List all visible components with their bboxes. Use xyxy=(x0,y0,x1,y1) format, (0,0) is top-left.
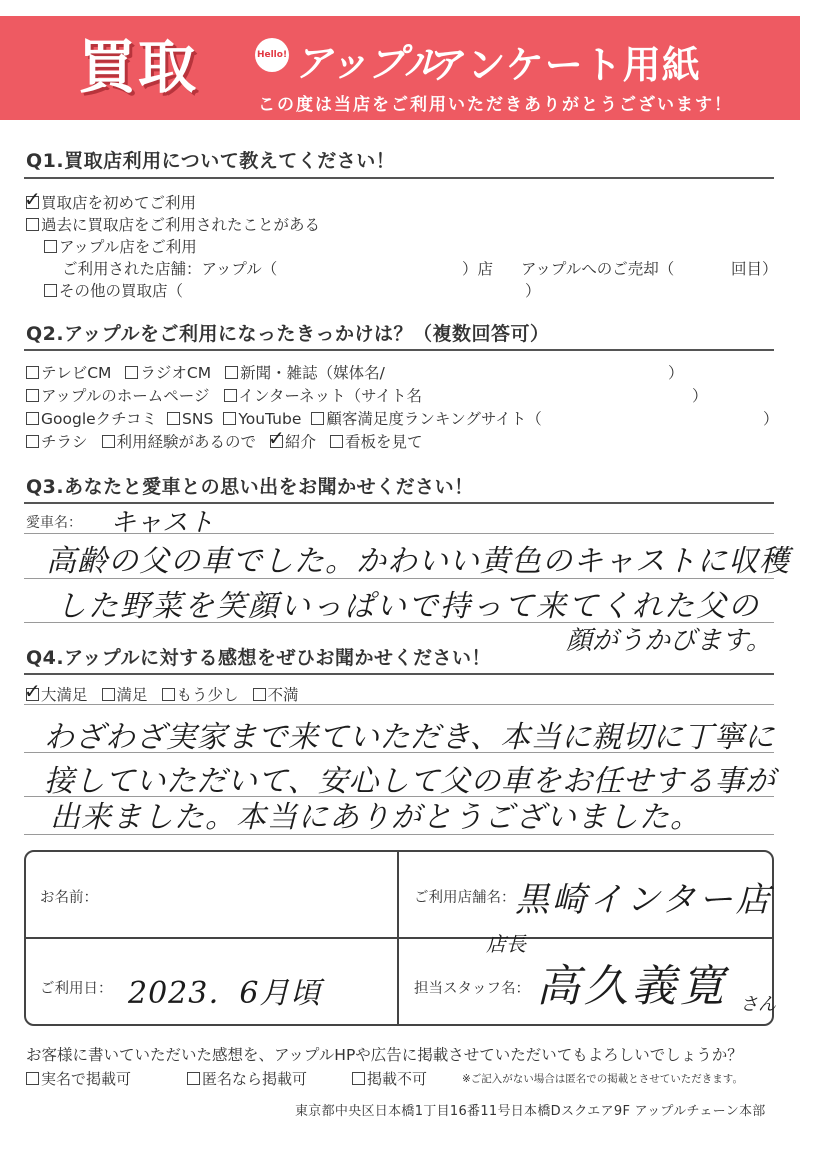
q3-heading: Q3.あなたと愛車との思い出をお聞かせください！ xyxy=(26,476,474,498)
used-before-checkbox[interactable] xyxy=(26,218,39,231)
header-banner xyxy=(0,16,800,120)
q1-rule xyxy=(24,177,774,179)
q2-rule xyxy=(24,349,774,351)
apple-store-checkbox[interactable] xyxy=(44,240,57,253)
car-name-value: キャスト xyxy=(110,508,215,538)
staff-title: 店長 xyxy=(486,932,526,956)
sns-checkbox[interactable] xyxy=(167,412,180,425)
memory-line-3: 顔がうかびます。 xyxy=(566,626,772,656)
staff-suffix: さん xyxy=(740,994,776,1015)
sales-count-label: アップルへのご売却（ xyxy=(521,260,675,278)
sns-label: SNS xyxy=(182,410,214,428)
car-name-label: 愛車名： xyxy=(26,515,82,531)
page-subtitle: この度は当店をご利用いただきありがとうございます！ xyxy=(258,95,733,115)
kaitori-title: 買取 xyxy=(78,33,199,101)
other-store-close: ） xyxy=(525,282,541,300)
consent-option-anonymous[interactable] xyxy=(187,1068,307,1089)
referral-label: 紹介 xyxy=(285,433,317,451)
q2-row-1-close: ） xyxy=(668,364,684,382)
very-satisfied-label: 大満足 xyxy=(41,686,88,704)
q1-option-first-time[interactable] xyxy=(26,191,196,213)
anonymous-label: 匿名なら掲載可 xyxy=(202,1070,308,1088)
comment-line-3: 出来ました。本当にありがとうございました。 xyxy=(50,800,701,835)
referral-checkbox[interactable] xyxy=(270,435,283,448)
page-title: アンケート用紙 xyxy=(430,43,701,87)
store-name-value: 黒崎インター店 xyxy=(515,880,773,920)
staff-name-label: 担当スタッフ名： xyxy=(414,981,530,997)
staff-name-value: 高久義寛 xyxy=(536,961,728,1012)
sales-count-suffix: 回目） xyxy=(731,260,778,278)
q1-option-other-store[interactable] xyxy=(44,279,183,301)
brand-logo: アップル xyxy=(294,40,442,85)
q1-heading: Q1.買取店利用について教えてください！ xyxy=(26,150,396,172)
somewhat-checkbox[interactable] xyxy=(162,688,175,701)
apple-logo-icon: Hello! xyxy=(255,38,289,72)
signboard-label: 看板を見て xyxy=(345,433,423,451)
anonymous-checkbox[interactable] xyxy=(187,1072,200,1085)
memory-line-1: 高齢の父の車でした。かわいい黄色のキャストに収穫 xyxy=(46,544,790,579)
signboard-checkbox[interactable] xyxy=(330,435,343,448)
name-label: お名前： xyxy=(40,890,98,906)
q2-row-2-close: ） xyxy=(692,387,708,405)
consent-option-none[interactable] xyxy=(352,1068,427,1089)
youtube-label: YouTube xyxy=(238,410,302,428)
newspaper-label: 新聞・雑誌（媒体名/ xyxy=(240,364,385,382)
q2-row-3-close: ） xyxy=(763,410,779,428)
flyer-label: チラシ xyxy=(41,433,88,451)
satisfied-checkbox[interactable] xyxy=(102,688,115,701)
name-field[interactable] xyxy=(120,878,360,908)
q2-row-3 xyxy=(26,407,556,429)
radio-cm-checkbox[interactable] xyxy=(125,366,138,379)
very-satisfied-checkbox[interactable] xyxy=(26,688,39,701)
internet-checkbox[interactable] xyxy=(224,389,237,402)
satisfied-label: 満足 xyxy=(116,686,148,704)
other-store-label: その他の買取店（ xyxy=(59,282,184,300)
q3-line-2 xyxy=(24,578,774,579)
memory-line-2: した野菜を笑顔いっぱいで持って来てくれた父の xyxy=(56,589,760,624)
comment-line-2: 接していただいて、安心して父の車をお任せする事が xyxy=(44,764,776,799)
google-reviews-label: Googleクチコミ xyxy=(41,410,158,428)
homepage-checkbox[interactable] xyxy=(26,389,39,402)
other-store-checkbox[interactable] xyxy=(44,284,57,297)
consent-option-real-name[interactable] xyxy=(26,1068,131,1089)
real-name-label: 実名で掲載可 xyxy=(41,1070,132,1088)
apple-store-label: アップル店をご利用 xyxy=(59,238,197,256)
q2-row-2 xyxy=(26,384,436,406)
youtube-checkbox[interactable] xyxy=(223,412,236,425)
store-name-label: ご利用店舗名： xyxy=(414,890,516,906)
no-publish-label: 掲載不可 xyxy=(367,1070,428,1088)
dissatisfied-checkbox[interactable] xyxy=(253,688,266,701)
tv-cm-checkbox[interactable] xyxy=(26,366,39,379)
ranking-site-checkbox[interactable] xyxy=(311,412,324,425)
store-suffix: ）店 xyxy=(462,260,494,278)
q2-row-1 xyxy=(26,361,399,383)
store-used-line: ご利用された店舗：アップル（ xyxy=(62,260,278,278)
q2-row-4 xyxy=(26,430,437,452)
comment-line-1: わざわざ実家まで来ていただき、本当に親切に丁寧に xyxy=(44,720,775,755)
newspaper-checkbox[interactable] xyxy=(225,366,238,379)
q2-heading: Q2.アップルをご利用になったきっかけは？（複数回答可） xyxy=(26,323,550,345)
radio-cm-label: ラジオCM xyxy=(140,364,212,382)
first-time-label: 買取店を初めてご利用 xyxy=(41,194,197,212)
tv-cm-label: テレビCM xyxy=(41,364,112,382)
q4-rule xyxy=(24,673,774,675)
flyer-checkbox[interactable] xyxy=(26,435,39,448)
company-address: 東京都中央区日本橋1丁目16番11号日本橋Dスクエア9F アップルチェーン本部 xyxy=(295,1104,766,1119)
consent-question: お客様に書いていただいた感想を、アップルHPや広告に掲載させていただいてもよろしいでしょうか？ xyxy=(26,1046,743,1064)
date-label: ご利用日： xyxy=(40,981,113,997)
q4-line-1 xyxy=(24,704,774,705)
consent-note: ※ご記入がない場合は匿名での掲載とさせていただきます。 xyxy=(462,1073,743,1085)
prior-use-label: 利用経験があるので xyxy=(116,433,257,451)
q4-ratings xyxy=(26,683,313,705)
homepage-label: アップルのホームページ xyxy=(41,387,210,405)
first-time-checkbox[interactable] xyxy=(26,196,39,209)
date-value: 2023．6月頃 xyxy=(128,976,322,1011)
q4-line-4 xyxy=(24,834,774,835)
dissatisfied-label: 不満 xyxy=(267,686,299,704)
google-reviews-checkbox[interactable] xyxy=(26,412,39,425)
prior-use-checkbox[interactable] xyxy=(102,435,115,448)
q3-line-1 xyxy=(24,533,774,534)
q1-option-used-before[interactable] xyxy=(26,213,320,235)
real-name-checkbox[interactable] xyxy=(26,1072,39,1085)
somewhat-label: もう少し xyxy=(176,686,239,704)
info-box-horizontal-divider xyxy=(24,937,774,939)
used-before-label: 過去に買取店をご利用されたことがある xyxy=(41,216,321,234)
q4-heading: Q4.アップルに対する感想をぜひお聞かせください！ xyxy=(26,647,492,669)
no-publish-checkbox[interactable] xyxy=(352,1072,365,1085)
ranking-site-label: 顧客満足度ランキングサイト（ xyxy=(326,410,542,428)
q4-line-2 xyxy=(24,752,774,753)
internet-label: インターネット（サイト名 xyxy=(238,387,423,405)
q1-option-apple-store[interactable] xyxy=(44,235,197,257)
